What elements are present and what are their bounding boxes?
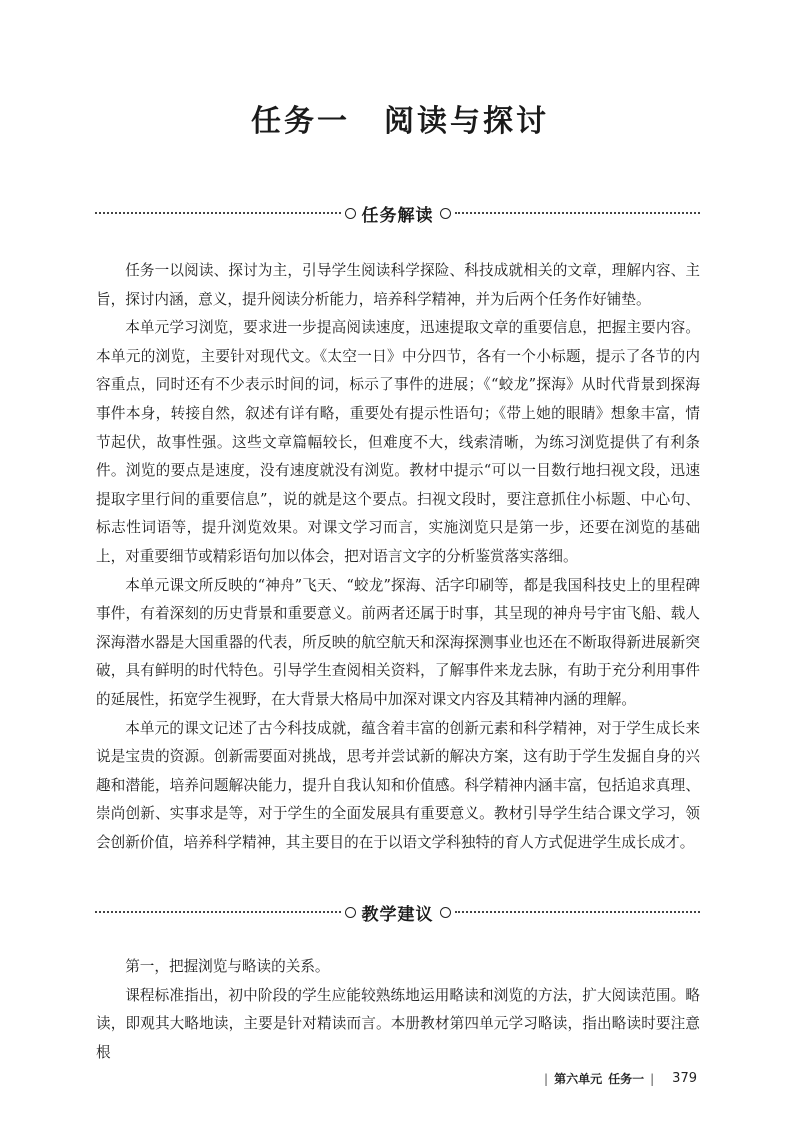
paragraph: 课程标准指出，初中阶段的学生应能较熟练地运用略读和浏览的方法，扩大阅读范围。略读，即观其大略地读，主要是针对精读而言。本册教材第四单元学习略读，指出略读时要注意根 — [96, 986, 700, 1061]
page-title-task: 任务一 — [251, 104, 350, 140]
section-title: 教学建议 — [361, 904, 434, 925]
footer-separator: | — [544, 1071, 549, 1086]
page-number: 379 — [672, 1071, 697, 1086]
teaching-suggestions-body — [96, 953, 700, 1067]
paragraph: 任务一以阅读、探讨为主，引导学生阅读科学探险、科技成就相关的文章，理解内容、主旨，探讨内涵，意义，提升阅读分析能力，培养科学精神，并为后两个任务作好铺垫。 — [96, 262, 700, 308]
paragraph: 本单元课文所反映的“神舟”飞天、“蛟龙”探海、活字印刷等，都是我国科技史上的里程碑事件，有着深刻的历史背景和重要意义。前两者还属于时事，其呈现的神舟号宇宙飞船、载人深海潜水器是大国重器的代表，所反映的航空航天和深海探测事业也还在不断取得新进展新突破，具有鲜明的时代特色。引导学生查阅相关资料，了解事件来龙去脉，有助于充分利用事件的延展性，拓宽学生视野，在大背景大格局中加深对课文内容及其精神内涵的理解。 — [96, 576, 700, 708]
footer-task: 任务一 — [608, 1072, 645, 1086]
section-header-task-interpretation — [95, 200, 700, 226]
paragraph: 本单元的课文记述了古今科技成就，蕴含着丰富的创新元素和科学精神，对于学生成长来说是宝贵的资源。创新需要面对挑战，思考并尝试新的解决方案，这有助于学生发掘自身的兴趣和潜能，培养问题解决能力，提升自我认知和价值感。科学精神内涵丰富，包括追求真理、崇尚创新、实事求是等，对于学生的全面发展具有重要意义。教材引导学生结合课文学习，领会创新价值，培养科学精神，其主要目的在于以语文学科独特的育人方式促进学生成长成才。 — [96, 719, 700, 851]
section-label-wrap — [341, 201, 455, 226]
circle-icon — [440, 907, 451, 918]
dotted-rule-left — [95, 212, 341, 214]
section-header-teaching-suggestions — [95, 899, 700, 925]
section-title: 任务解读 — [361, 205, 434, 226]
circle-icon — [440, 208, 451, 219]
task-interpretation-body — [96, 257, 700, 857]
paragraph: 本单元学习浏览，要求进一步提高阅读速度，迅速提取文章的重要信息，把握主要内容。本单元的浏览，主要针对现代文。《太空一日》中分四节，各有一个小标题，提示了各节的内容重点，同时还有不少表示时间的词，标示了事件的进展；《“蛟龙”探海》从时代背景到探海事件本身，转接自然，叙述有详有略，重要处有提示性语句；《带上她的眼睛》想象丰富，情节起伏，故事性强。这些文章篇幅较长，但难度不大，线索清晰，为练习浏览提供了有利条件。浏览的要点是速度，没有速度就没有浏览。教材中提示“可以一目数行地扫视文段，迅速提取字里行间的重要信息”，说的就是这个要点。扫视文段时，要注意抓住小标题、中心句、标志性词语等，提升浏览效果。对课文学习而言，实施浏览只是第一步，还要在浏览的基础上，对重要细节或精彩语句加以体会，把对语言文字的分析鉴赏落实落细。 — [96, 319, 700, 565]
subheading-paragraph: 第一，把握浏览与略读的关系。 — [125, 958, 330, 975]
dotted-rule-right — [455, 911, 701, 913]
footer-separator: | — [650, 1071, 655, 1086]
page-footer — [544, 1070, 697, 1087]
page-title-topic: 阅读与探讨 — [384, 104, 549, 140]
circle-icon — [345, 907, 356, 918]
dotted-rule-left — [95, 911, 341, 913]
footer-unit: 第六单元 — [554, 1072, 603, 1086]
circle-icon — [345, 208, 356, 219]
page-title — [0, 100, 800, 144]
dotted-rule-right — [455, 212, 701, 214]
section-label-wrap — [341, 900, 455, 925]
